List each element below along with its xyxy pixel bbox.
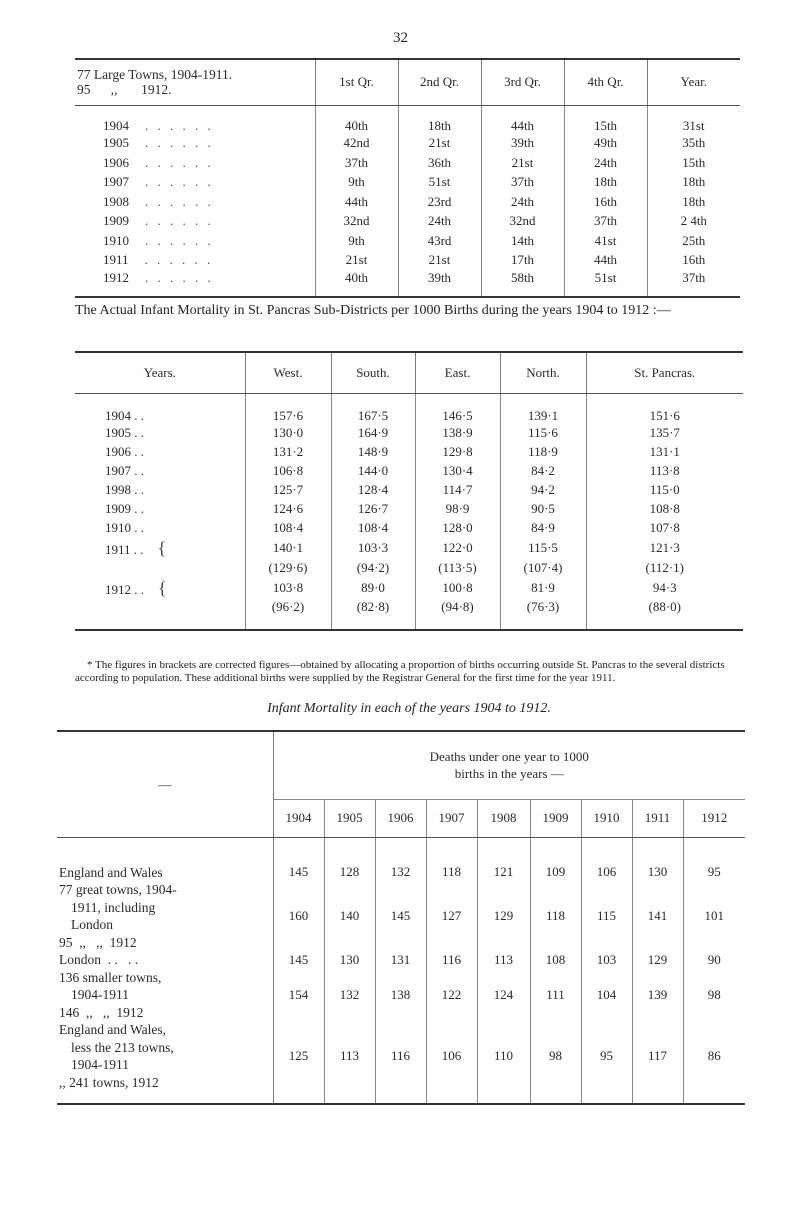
table-cell: 37th (564, 212, 647, 232)
row-year (75, 105, 315, 134)
table-cell: 18th (647, 173, 740, 193)
table-cell: 32nd (315, 212, 398, 232)
table-cell: 127 (426, 881, 477, 951)
table-cell: (76·3) (500, 599, 586, 630)
row-year (75, 578, 245, 599)
table-cell: 108·8 (586, 500, 743, 519)
table-cell: 94·3 (586, 578, 743, 599)
row-label-line: 95 ,, ,, 1912 (59, 934, 137, 950)
table-cell: 49th (564, 134, 647, 154)
table-cell: 15th (564, 105, 647, 134)
table-row (75, 231, 740, 251)
table-cell: 98·9 (415, 500, 500, 519)
table-cell: 140·1 (245, 538, 331, 559)
table-cell: 115 (581, 881, 632, 951)
year-label: 1909 . . (105, 501, 144, 516)
table-cell: 145 (273, 837, 324, 881)
table-cell: 129 (477, 881, 530, 951)
row-label-line: 1904-1911 (71, 987, 129, 1002)
year-header: 1911 (632, 799, 683, 837)
leader-dots: . . . . . . (145, 154, 214, 170)
year-label: 1908 (103, 193, 129, 209)
table-cell: 14th (481, 231, 564, 251)
table-cell: 21st (398, 134, 481, 154)
year-header: 1909 (530, 799, 581, 837)
town-ranking-table (75, 58, 740, 298)
table-cell: 81·9 (500, 578, 586, 599)
table-cell: 37th (481, 173, 564, 193)
row-label-line: 136 smaller towns, (59, 969, 162, 985)
column-header: St. Pancras. (586, 352, 743, 393)
table-cell: (112·1) (586, 559, 743, 578)
year-label: 1907 (103, 174, 129, 190)
table-cell: 24th (398, 212, 481, 232)
table-cell: 160 (273, 881, 324, 951)
table-cell: 18th (398, 105, 481, 134)
table-cell: 23rd (398, 192, 481, 212)
column-header: East. (415, 352, 500, 393)
table-cell: 37th (315, 153, 398, 173)
table-cell: 114·7 (415, 481, 500, 500)
table-cell: 24th (564, 153, 647, 173)
table-row (75, 559, 743, 578)
table-cell: 18th (647, 192, 740, 212)
table-cell: 118 (426, 837, 477, 881)
table-cell: 145 (375, 881, 426, 951)
table-cell: 101 (683, 881, 745, 951)
row-year (75, 231, 315, 251)
table-cell: 131·2 (245, 443, 331, 462)
table-header-row (75, 352, 743, 393)
table-cell: 103 (581, 951, 632, 969)
column-header: 2nd Qr. (398, 59, 481, 105)
column-header: 4th Qr. (564, 59, 647, 105)
table-row (57, 969, 745, 1022)
table-cell: 108 (530, 951, 581, 969)
table-cell: 103·3 (331, 538, 415, 559)
table-cell: 86 (683, 1021, 745, 1104)
leader-dots: . . . . . . (145, 117, 214, 133)
column-header: 1st Qr. (315, 59, 398, 105)
table-cell: 132 (375, 837, 426, 881)
table-cell: 128 (324, 837, 375, 881)
table-row (75, 134, 740, 154)
table-cell: 90·5 (500, 500, 586, 519)
table-cell: 164·9 (331, 424, 415, 443)
table-cell: 118 (530, 881, 581, 951)
table-cell: 106·8 (245, 462, 331, 481)
column-header: Year. (647, 59, 740, 105)
leader-dots: . . . . . . (145, 213, 214, 229)
table-cell: 121 (477, 837, 530, 881)
table-cell: 41st (564, 231, 647, 251)
table-cell: 131·1 (586, 443, 743, 462)
row-year (75, 481, 245, 500)
row-year (75, 519, 245, 538)
table-cell: 21st (481, 153, 564, 173)
table-cell: 100·8 (415, 578, 500, 599)
table-cell: 129·8 (415, 443, 500, 462)
table-cell: 40th (315, 270, 398, 297)
table-cell: 122 (426, 969, 477, 1022)
table-cell: 124·6 (245, 500, 331, 519)
table-cell: 31st (647, 105, 740, 134)
table-row (57, 837, 745, 881)
row-label-line: London . . . . (59, 952, 139, 967)
table-cell: 154 (273, 969, 324, 1022)
table-cell: 113·8 (586, 462, 743, 481)
table-cell: 94·2 (500, 481, 586, 500)
table-row (75, 212, 740, 232)
table-cell: 116 (375, 1021, 426, 1104)
year-header: 1906 (375, 799, 426, 837)
group-header: Deaths under one year to 1000 births in the years — (273, 731, 745, 799)
year-header: 1908 (477, 799, 530, 837)
table-cell: 51st (398, 173, 481, 193)
table-cell: 110 (477, 1021, 530, 1104)
row-year (75, 173, 315, 193)
table-cell: 40th (315, 105, 398, 134)
leader-dots: . . . . . . (144, 252, 214, 268)
row-label-line: 1911, including (71, 899, 156, 915)
row-year (75, 500, 245, 519)
table-cell: 108·4 (245, 519, 331, 538)
table-row (75, 519, 743, 538)
table-cell: 113 (477, 951, 530, 969)
year-header: 1904 (273, 799, 324, 837)
table-cell: 84·9 (500, 519, 586, 538)
column-header: South. (331, 352, 415, 393)
table-cell: (94·2) (331, 559, 415, 578)
table-cell: 15th (647, 153, 740, 173)
row-year (75, 153, 315, 173)
table-cell: 98 (683, 969, 745, 1022)
table-row (75, 192, 740, 212)
table-cell: 128·0 (415, 519, 500, 538)
table-cell: 95 (581, 1021, 632, 1104)
table-cell: 58th (481, 270, 564, 297)
table-cell: 117 (632, 1021, 683, 1104)
year-header: 1907 (426, 799, 477, 837)
table-cell: 109 (530, 837, 581, 881)
table-row (75, 481, 743, 500)
table-cell: 131 (375, 951, 426, 969)
table-cell: 95 (683, 837, 745, 881)
table-cell: 106 (581, 837, 632, 881)
table-cell: 130·0 (245, 424, 331, 443)
table-cell: 140 (324, 881, 375, 951)
table-cell: 116 (426, 951, 477, 969)
table-row (57, 1021, 745, 1104)
row-year (75, 270, 315, 297)
table-header-row (75, 59, 740, 105)
table-cell: 16th (647, 251, 740, 271)
table-cell: 39th (398, 270, 481, 297)
footnote: * The figures in brackets are corrected figures—obtained by allocating a proportion of births occurring outside St. Pancras to the several districts according to population. These additional births were supplied by the Registrar General for the first time for the year 1911. (75, 659, 725, 684)
year-label: 1909 (103, 213, 129, 229)
table-cell: 115·6 (500, 424, 586, 443)
row-label (57, 881, 273, 951)
table-cell: 106 (426, 1021, 477, 1104)
table-cell: 18th (564, 173, 647, 193)
year-label: 1905 (103, 135, 129, 151)
column-header: North. (500, 352, 586, 393)
table-row (75, 270, 740, 297)
year-label: 1998 . . (105, 482, 144, 497)
table-cell: 113 (324, 1021, 375, 1104)
table-cell: 35th (647, 134, 740, 154)
table-cell: 146·5 (415, 393, 500, 424)
year-label: 1906 . . (105, 444, 144, 459)
table-cell: 90 (683, 951, 745, 969)
table-cell: 39th (481, 134, 564, 154)
table-cell: 141 (632, 881, 683, 951)
table-cell: 129 (632, 951, 683, 969)
year-label: 1912 . . (105, 581, 144, 597)
table-cell: 9th (315, 231, 398, 251)
table-row (57, 881, 745, 951)
table-cell: 126·7 (331, 500, 415, 519)
table-cell: 125 (273, 1021, 324, 1104)
row-year (75, 599, 245, 630)
table-row (75, 443, 743, 462)
year-header: 1912 (683, 799, 745, 837)
table-cell: 44th (315, 192, 398, 212)
table-cell: 128·4 (331, 481, 415, 500)
table-cell: 108·4 (331, 519, 415, 538)
table-cell: 44th (564, 251, 647, 271)
table-cell: 139·1 (500, 393, 586, 424)
table-cell: 21st (315, 251, 398, 271)
table-cell: 43rd (398, 231, 481, 251)
row-year (75, 538, 245, 559)
row-label-line: 1904-1911 (71, 1057, 129, 1072)
row-label (57, 837, 273, 881)
table-cell: 9th (315, 173, 398, 193)
table-cell: 2 4th (647, 212, 740, 232)
row-label-line: ,, 241 towns, 1912 (59, 1074, 159, 1090)
year-label: 1911 (103, 252, 129, 268)
table-cell: 89·0 (331, 578, 415, 599)
table-row (75, 173, 740, 193)
year-label: 1907 . . (105, 463, 144, 478)
row-year (75, 192, 315, 212)
year-label: 1906 (103, 154, 129, 170)
infant-mortality-table (57, 730, 745, 1105)
table-cell: 145 (273, 951, 324, 969)
table-cell: 132 (324, 969, 375, 1022)
row-label-line: London (71, 917, 113, 932)
leader-dots: . . . . . . (145, 232, 214, 248)
column-header: West. (245, 352, 331, 393)
table-cell: 115·5 (500, 538, 586, 559)
table-cell: 124 (477, 969, 530, 1022)
table-row (75, 251, 740, 271)
mortality-title: Infant Mortality in each of the years 1904 to 1912. (267, 701, 551, 716)
table-row (75, 393, 743, 424)
year-label: 1905 . . (105, 425, 144, 440)
table-cell: 148·9 (331, 443, 415, 462)
towns-header: 77 Large Towns, 1904-1911. 95 ,, 1912. (75, 59, 315, 105)
row-label-line: less the 213 towns, (71, 1039, 174, 1055)
row-label-line: 77 great towns, 1904- (59, 882, 177, 897)
table-cell: 98 (530, 1021, 581, 1104)
table-cell: 36th (398, 153, 481, 173)
table-cell: 135·7 (586, 424, 743, 443)
column-header: 3rd Qr. (481, 59, 564, 105)
table-cell: 17th (481, 251, 564, 271)
row-year (75, 559, 245, 578)
table-cell: 104 (581, 969, 632, 1022)
table-row (75, 578, 743, 599)
table-cell: 138 (375, 969, 426, 1022)
table-cell: 125·7 (245, 481, 331, 500)
row-year (75, 424, 245, 443)
table-cell: 42nd (315, 134, 398, 154)
column-header: Years. (75, 352, 245, 393)
table-header-row (57, 731, 745, 799)
table-cell: 167·5 (331, 393, 415, 424)
table-cell: 51st (564, 270, 647, 297)
row-year (75, 251, 315, 271)
table-cell: 122·0 (415, 538, 500, 559)
row-label-line: England and Wales, (59, 1022, 167, 1037)
table-cell: (88·0) (586, 599, 743, 630)
row-year (75, 443, 245, 462)
row-label-line: 146 ,, ,, 1912 (59, 1004, 144, 1020)
table-cell: 118·9 (500, 443, 586, 462)
year-label: 1911 . . (105, 541, 144, 557)
table-cell: 115·0 (586, 481, 743, 500)
table-cell: 32nd (481, 212, 564, 232)
table-cell: 144·0 (331, 462, 415, 481)
blank-header: — (57, 731, 273, 837)
table-cell: 21st (398, 251, 481, 271)
table-cell: (129·6) (245, 559, 331, 578)
year-header: 1905 (324, 799, 375, 837)
table-cell: 130 (324, 951, 375, 969)
year-label: 1910 . . (105, 520, 144, 535)
table-row (75, 462, 743, 481)
year-label: 1912 (103, 270, 129, 285)
page-number: 32 (393, 30, 408, 46)
table-cell: 111 (530, 969, 581, 1022)
row-label-line: England and Wales (59, 864, 163, 880)
table-cell: 37th (647, 270, 740, 297)
table-cell: 151·6 (586, 393, 743, 424)
table-row (75, 538, 743, 559)
table-cell: 107·8 (586, 519, 743, 538)
table-cell: (113·5) (415, 559, 500, 578)
row-year (75, 212, 315, 232)
table-cell: 84·2 (500, 462, 586, 481)
table-cell: (82·8) (331, 599, 415, 630)
table-cell: 130·4 (415, 462, 500, 481)
table-row (75, 599, 743, 630)
leader-dots: . . . . . . (145, 135, 214, 151)
row-year (75, 462, 245, 481)
leader-dots: . . . . . . (145, 174, 214, 190)
table-row (75, 153, 740, 173)
table-cell: 16th (564, 192, 647, 212)
table-cell: (96·2) (245, 599, 331, 630)
year-header: 1910 (581, 799, 632, 837)
table-cell: 121·3 (586, 538, 743, 559)
table-cell: (107·4) (500, 559, 586, 578)
leader-dots: . . . . . . (145, 193, 214, 209)
brace-mark: { (157, 537, 167, 558)
table-row (75, 424, 743, 443)
year-label: 1904 (103, 117, 129, 133)
table-cell: 139 (632, 969, 683, 1022)
subdistrict-table (75, 351, 743, 631)
table-row (57, 951, 745, 969)
table-cell: 103·8 (245, 578, 331, 599)
row-year (75, 134, 315, 154)
row-label (57, 1021, 273, 1104)
table-row (75, 500, 743, 519)
table-row (75, 105, 740, 134)
table-cell: 138·9 (415, 424, 500, 443)
year-label: 1910 (103, 232, 129, 248)
subdistrict-caption: The Actual Infant Mortality in St. Pancras Sub-Districts per 1000 Births during the years 1904 to 1912 :— (75, 303, 671, 318)
row-label (57, 951, 273, 969)
table-cell: 25th (647, 231, 740, 251)
table-cell: 24th (481, 192, 564, 212)
year-label: 1904 . . (105, 407, 144, 423)
table-cell: (94·8) (415, 599, 500, 630)
table-cell: 157·6 (245, 393, 331, 424)
row-year (75, 393, 245, 424)
table-cell: 44th (481, 105, 564, 134)
leader-dots: . . . . . . (145, 270, 214, 285)
table-cell: 130 (632, 837, 683, 881)
row-label (57, 969, 273, 1022)
brace-mark: { (158, 577, 167, 598)
